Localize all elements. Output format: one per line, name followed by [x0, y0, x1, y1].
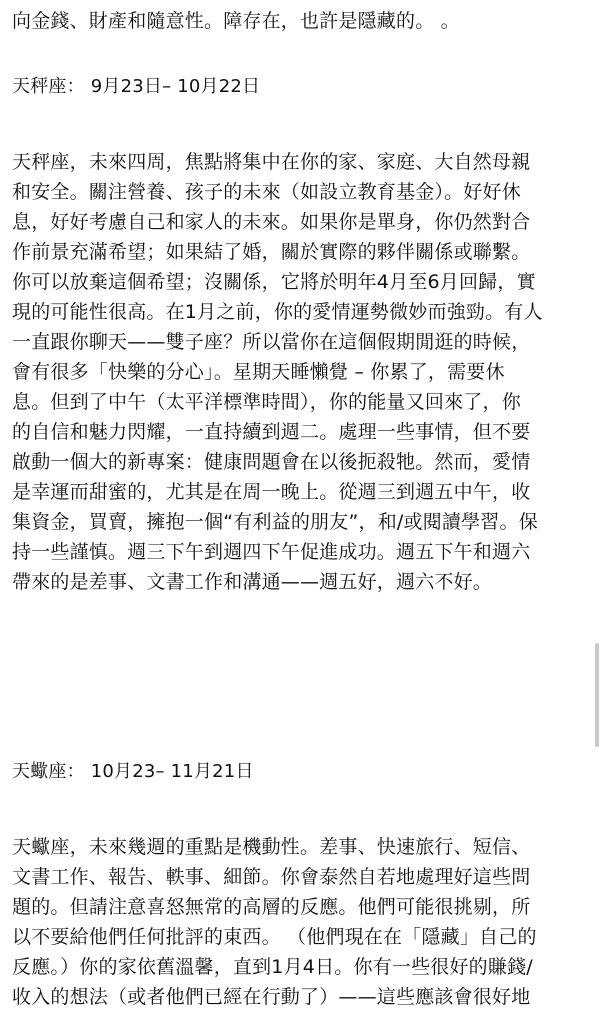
libra-line: 是幸運而甜蜜的，尤其是在周一晚上。從週三到週五中午，收: [12, 481, 531, 503]
scorpio-heading: 天蠍座： 10月23– 11月21日: [12, 761, 254, 782]
libra-line: 你可以放棄這個希望；沒關係，它將於明年4月至6月回歸，實: [12, 271, 536, 293]
libra-line: 帶來的是差事、文書工作和溝通——週五好，週六不好。: [12, 571, 493, 593]
libra-line: 集資金，買賣，擁抱一個“有利益的朋友”，和/或閱讀學習。保: [12, 511, 538, 533]
scroll-indicator[interactable]: [595, 643, 599, 747]
libra-line: 息，好好考慮自己和家人的未來。如果你是單身，你仍然對合: [12, 211, 531, 233]
libra-line: 和安全。關注營養、孩子的未來（如設立教育基金）。好好休: [12, 181, 521, 203]
scorpio-line: 反應。）你的家依舊溫馨，直到1月4日。你有一些很好的賺錢/: [12, 956, 533, 978]
scorpio-line: 天蠍座，未來幾週的重點是機動性。差事、快速旅行、短信、: [12, 836, 531, 858]
libra-line: 息。但到了中午（太平洋標準時間），你的能量又回來了，你: [12, 391, 521, 413]
scorpio-line: 收入的想法（或者他們已經在行動了）——這些應該會很好地: [12, 986, 531, 1008]
libra-line: 現的可能性很高。在1月之前，你的愛情運勢微妙而強勁。有人: [12, 301, 543, 323]
libra-line: 會有很多「快樂的分心」。星期天睡懶覺 – 你累了，需要休: [12, 361, 505, 383]
intro-line: 向金錢、財產和隨意性。障存在，也許是隱藏的。 。: [12, 10, 460, 32]
libra-line: 的自信和魅力閃耀，一直持續到週二。處理一些事情，但不要: [12, 421, 531, 443]
libra-line: 作前景充滿希望；如果結了婚，關於實際的夥伴關係或聯繫。: [12, 241, 531, 263]
libra-line: 一直跟你聊天——雙子座？所以當你在這個假期閒逛的時候，: [12, 331, 531, 353]
libra-line: 天秤座，未來四周，焦點將集中在你的家、家庭、大自然母親: [12, 151, 531, 173]
libra-line: 啟動一個大的新專案：健康問題會在以後扼殺牠。然而，愛情: [12, 451, 531, 473]
scorpio-line: 文書工作、報告、軼事、細節。你會泰然自若地處理好這些問: [12, 866, 531, 888]
scorpio-line: 以不要給他們任何批評的東西。 （他們現在在「隱藏」自己的: [12, 926, 537, 948]
libra-heading: 天秤座： 9月23日– 10月22日: [12, 76, 261, 97]
libra-line: 持一些謹慎。週三下午到週四下午促進成功。週五下午和週六: [12, 541, 531, 563]
scorpio-line: 題的。但請注意喜怒無常的高層的反應。他們可能很挑剔，所: [12, 896, 531, 918]
